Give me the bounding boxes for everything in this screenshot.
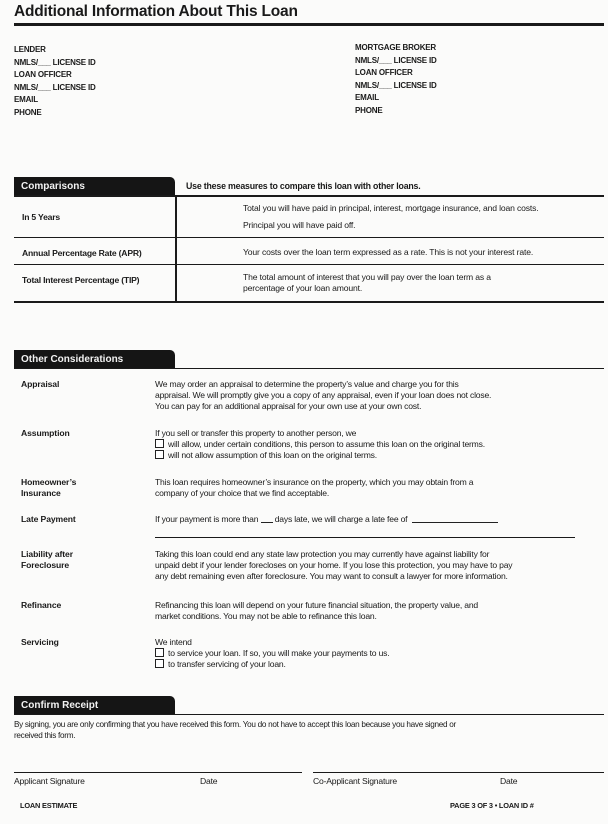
footer-page-info: PAGE 3 OF 3 • LOAN ID # [450, 801, 534, 810]
applicant-date-label: Date [200, 776, 218, 786]
refinance-label: Refinance [21, 600, 62, 610]
broker-nmls-label: NMLS/___ LICENSE ID [355, 55, 437, 65]
applicant-signature-line[interactable] [14, 772, 302, 773]
checkbox-icon[interactable] [155, 659, 164, 668]
assumption-intro: If you sell or transfer this property to another person, we [155, 428, 357, 438]
appraisal-label: Appraisal [21, 379, 60, 389]
row-text-tip [243, 272, 491, 294]
lender-contact-block [14, 44, 96, 120]
footer-form-name: LOAN ESTIMATE [20, 801, 78, 810]
co-applicant-date-label: Date [500, 776, 518, 786]
servicing-text [155, 637, 389, 670]
servicing-option-service-label: to service your loan. If so, you will make your payments to us. [168, 648, 390, 658]
comparisons-column-divider [175, 196, 177, 302]
applicant-signature-label: Applicant Signature [14, 776, 85, 786]
lender-nmls-label: NMLS/___ LICENSE ID [14, 57, 96, 67]
broker-email-label: EMAIL [355, 93, 379, 103]
assumption-option-allow-label: will allow, under certain conditions, this person to assume this loan on the original terms. [168, 439, 485, 449]
assumption-label: Assumption [21, 428, 70, 438]
checkbox-icon[interactable] [155, 450, 164, 459]
checkbox-icon[interactable] [155, 439, 164, 448]
confirm-receipt-line: By signing, you are only confirming that you have received this form. You do not have to accept this loan because you have signed or [14, 720, 456, 729]
liability-line: unpaid debt if your lender forecloses on your home. If you lose this protection, you may have to pay [155, 560, 513, 570]
late-fee-field[interactable] [412, 522, 498, 523]
homeowners-insurance-label [21, 477, 76, 499]
confirm-receipt-text [14, 719, 456, 741]
liability-label-line: Liability after [21, 549, 73, 559]
other-considerations-tab: Other Considerations [14, 350, 175, 369]
lender-phone-label: PHONE [14, 107, 42, 117]
refinance-line: Refinancing this loan will depend on your future financial situation, the property value, and [155, 600, 478, 610]
row-label-apr: Annual Percentage Rate (APR) [22, 248, 142, 258]
confirm-receipt-line: received this form. [14, 731, 76, 740]
late-payment-text [155, 514, 498, 525]
lender-label: LENDER [14, 45, 46, 54]
late-payment-label: Late Payment [21, 514, 76, 524]
servicing-option-transfer[interactable] [155, 659, 389, 670]
other-considerations-rule [14, 368, 604, 369]
row-divider [14, 264, 604, 265]
assumption-option-not-allow[interactable] [155, 450, 485, 461]
page-title: Additional Information About This Loan [14, 3, 298, 20]
lender-officer-nmls-label: NMLS/___ LICENSE ID [14, 82, 96, 92]
confirm-receipt-tab: Confirm Receipt [14, 696, 175, 715]
row-divider [14, 237, 604, 238]
assumption-option-allow[interactable] [155, 439, 485, 450]
comparisons-tab: Comparisons [14, 177, 175, 196]
late-days-field[interactable] [261, 522, 273, 523]
refinance-line: market conditions. You may not be able to refinance this loan. [155, 611, 377, 621]
liability-label [21, 549, 73, 571]
row-text-5-years-line-2: Principal you will have paid off. [243, 219, 356, 230]
homeowners-insurance-label-line: Insurance [21, 488, 61, 498]
row-text-tip-line-1: The total amount of interest that you will pay over the loan term as a [243, 272, 491, 282]
co-applicant-signature-line[interactable] [313, 772, 604, 773]
co-applicant-signature-label: Co-Applicant Signature [313, 776, 397, 786]
homeowners-insurance-text [155, 477, 473, 499]
assumption-text [155, 428, 485, 461]
liability-line: Taking this loan could end any state law protection you may currently have against liability for [155, 549, 490, 559]
appraisal-line: We may order an appraisal to determine the property’s value and charge you for this [155, 379, 459, 389]
liability-label-line: Foreclosure [21, 560, 70, 570]
lender-loan-officer-label: LOAN OFFICER [14, 70, 72, 80]
comparisons-bottom-rule [14, 301, 604, 303]
broker-contact-block [355, 42, 437, 118]
broker-loan-officer-label: LOAN OFFICER [355, 68, 413, 78]
broker-label: MORTGAGE BROKER [355, 43, 437, 52]
row-text-5-years-line-1: Total you will have paid in principal, interest, mortgage insurance, and loan costs. [243, 203, 539, 213]
late-payment-text-b: days late, we will charge a late fee of [274, 514, 408, 524]
row-label-5-years: In 5 Years [22, 212, 60, 222]
assumption-option-not-allow-label: will not allow assumption of this loan on the original terms. [168, 450, 377, 460]
servicing-option-service[interactable] [155, 648, 389, 659]
homeowners-insurance-line: company of your choice that we find acceptable. [155, 488, 330, 498]
title-divider [14, 23, 604, 26]
checkbox-icon[interactable] [155, 648, 164, 657]
comparisons-subtitle: Use these measures to compare this loan with other loans. [186, 181, 421, 191]
row-text-5-years [243, 202, 539, 231]
appraisal-line: appraisal. We will promptly give you a copy of any appraisal, even if your loan does not close. [155, 390, 492, 400]
refinance-text [155, 600, 478, 622]
homeowners-insurance-label-line: Homeowner’s [21, 477, 77, 487]
broker-officer-nmls-label: NMLS/___ LICENSE ID [355, 80, 437, 90]
lender-email-label: EMAIL [14, 95, 38, 105]
comparisons-header-rule [14, 195, 604, 197]
liability-line: any debt remaining even after foreclosure. You may want to consult a lawyer for more information. [155, 571, 508, 581]
servicing-option-transfer-label: to transfer servicing of your loan. [168, 659, 286, 669]
late-fee-extra-line[interactable] [155, 537, 575, 538]
appraisal-text [155, 379, 491, 412]
appraisal-line: You can pay for an additional appraisal for your own use at your own cost. [155, 401, 422, 411]
row-label-tip: Total Interest Percentage (TIP) [22, 275, 140, 285]
broker-phone-label: PHONE [355, 105, 383, 115]
row-text-apr: Your costs over the loan term expressed as a rate. This is not your interest rate. [243, 247, 534, 257]
servicing-intro: We intend [155, 637, 192, 647]
homeowners-insurance-line: This loan requires homeowner’s insurance on the property, which you may obtain from a [155, 477, 474, 487]
liability-text [155, 549, 512, 582]
row-text-tip-line-2: percentage of your loan amount. [243, 283, 363, 293]
servicing-label: Servicing [21, 637, 59, 647]
late-payment-text-a: If your payment is more than [155, 514, 259, 524]
confirm-receipt-rule [14, 714, 604, 715]
